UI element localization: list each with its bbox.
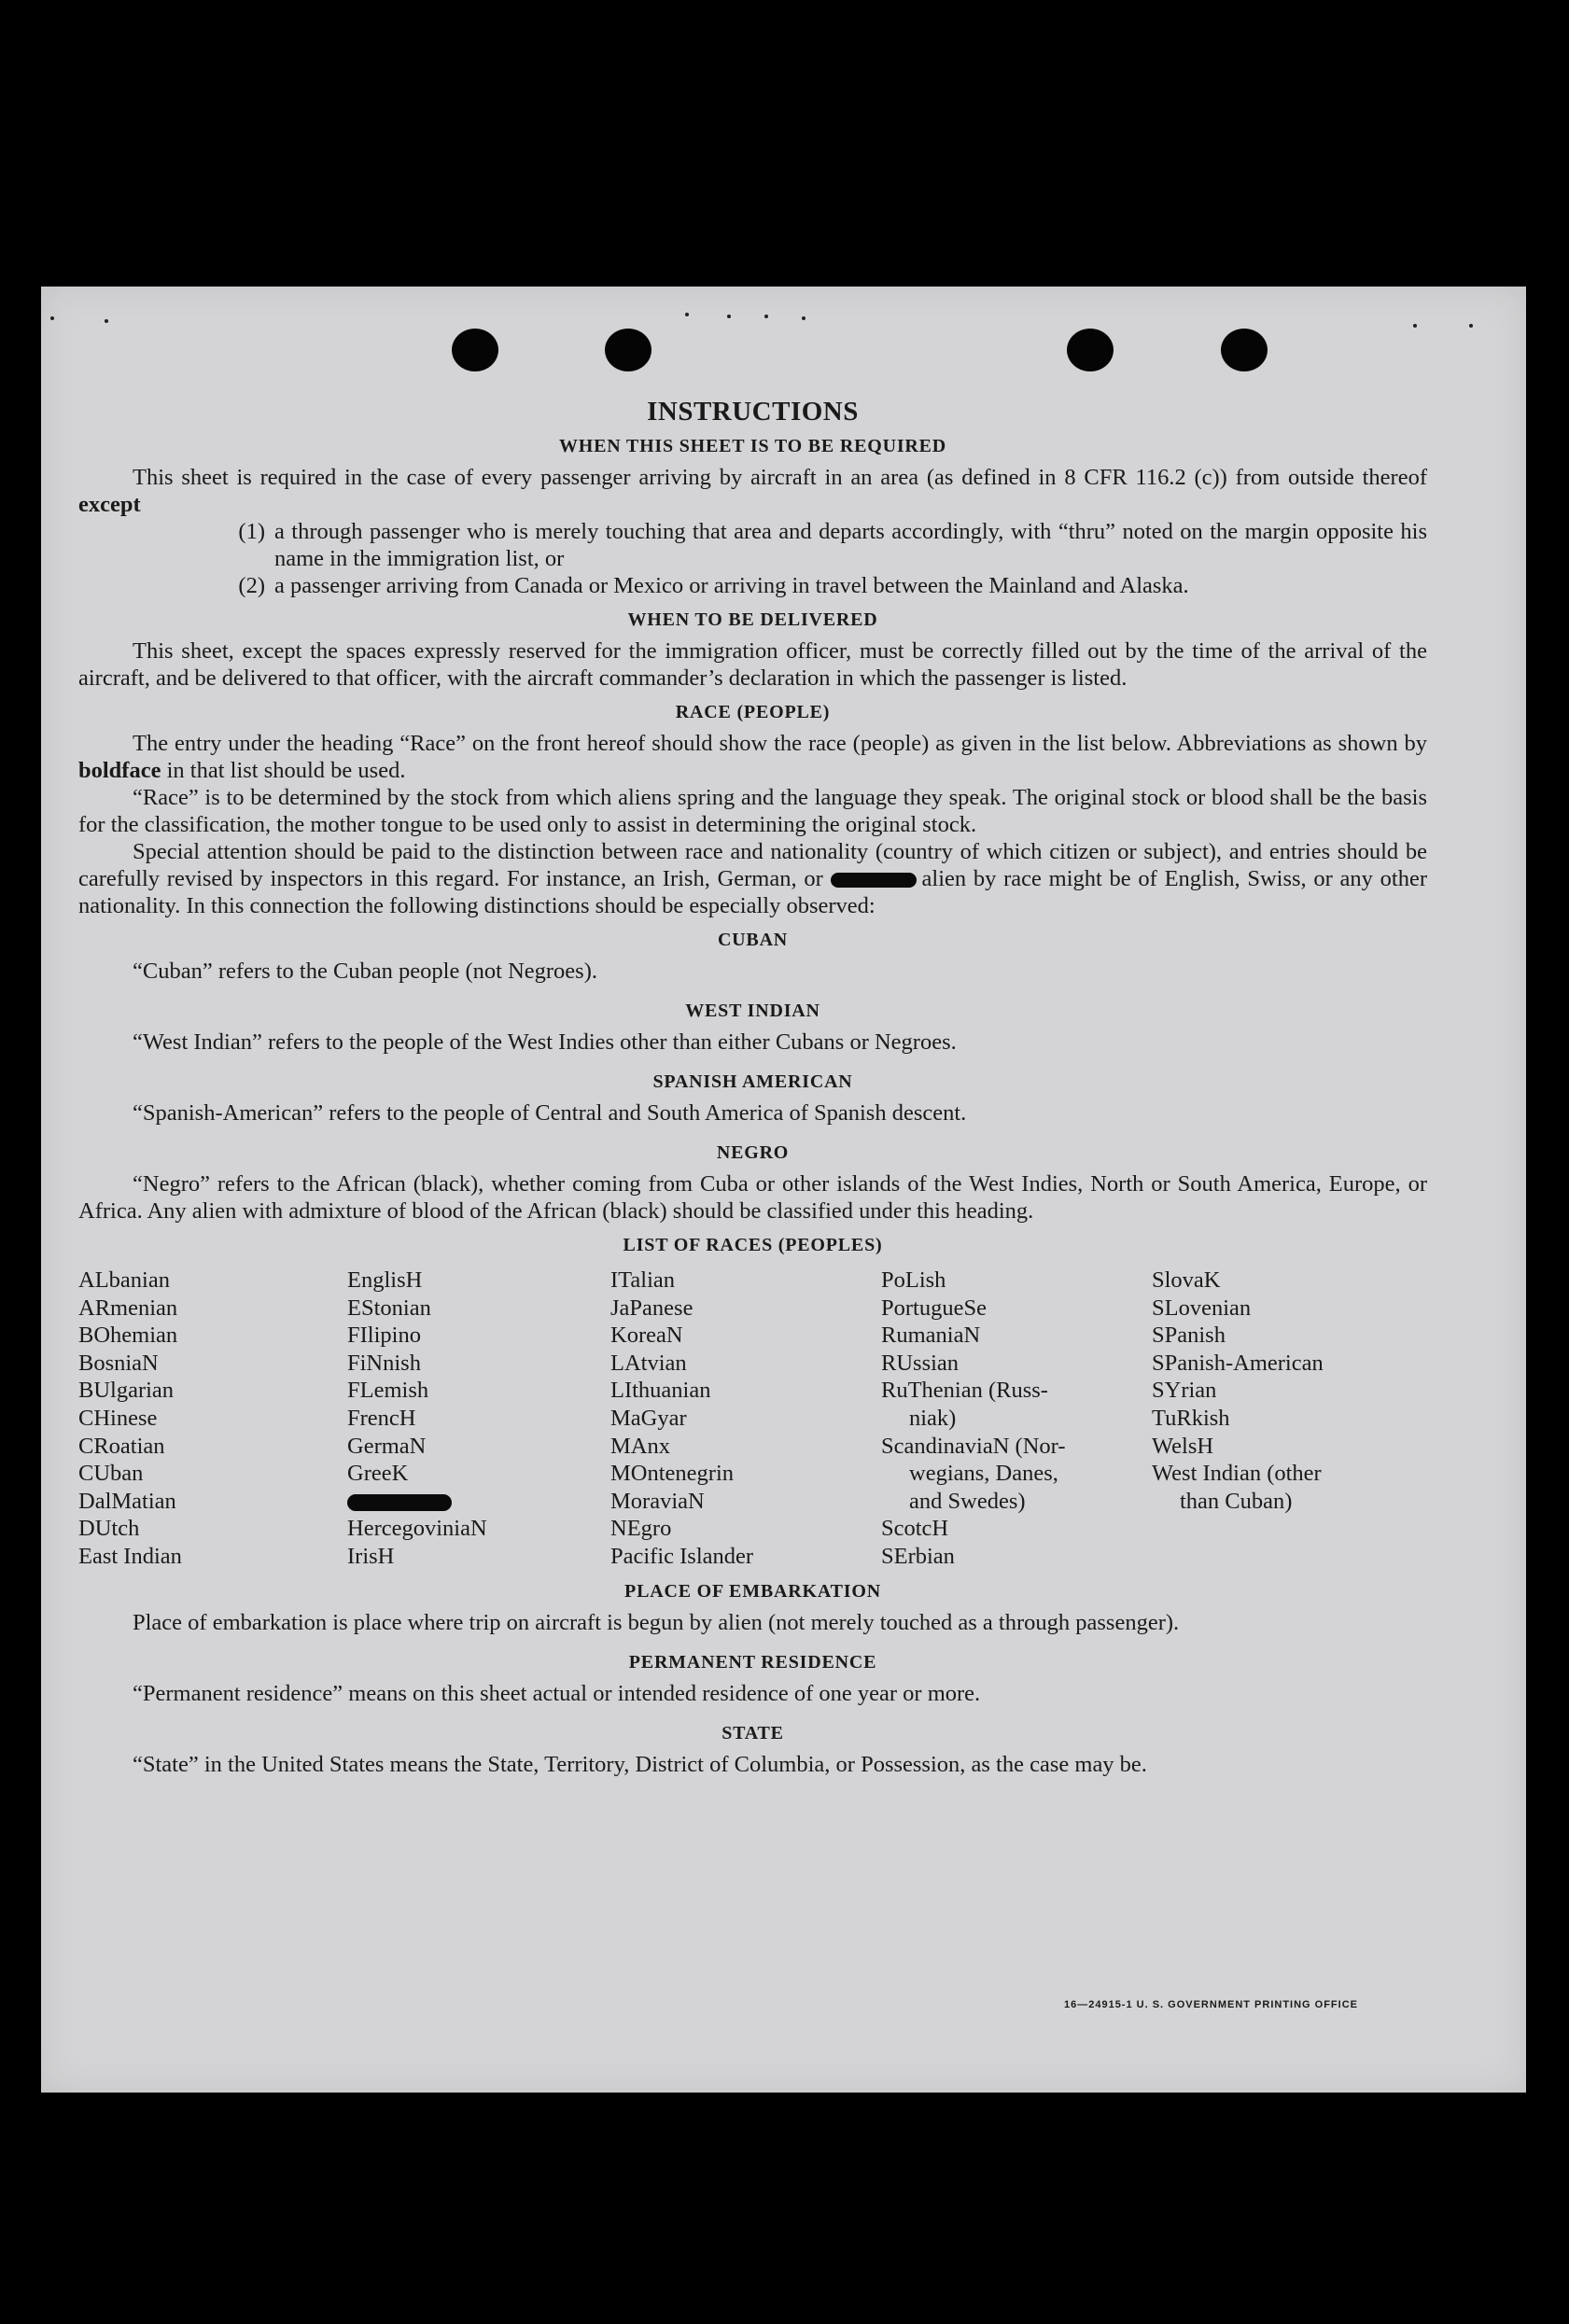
races-column-2 bbox=[347, 1267, 610, 1571]
race-entry: WelsH bbox=[1152, 1433, 1214, 1459]
race-entry: CRoatian bbox=[78, 1433, 165, 1459]
race-entry: EnglisH bbox=[347, 1267, 423, 1293]
required-intro: This sheet is required in the case of every passenger arriving by aircraft in an area (as defined in 8 CFR 116.2 (c)) from outside thereof except bbox=[78, 465, 1427, 517]
section-heading-list: LIST OF RACES (PEOPLES) bbox=[623, 1235, 883, 1255]
speck bbox=[727, 315, 731, 318]
race-entry: TuRkish bbox=[1152, 1405, 1230, 1431]
delivered-text: This sheet, except the spaces expressly reserved for the immigration officer, must be correctly filled out by the time of the arrival of the aircraft, and be delivered to that officer, with the aircraft commander’s declaration in which the passenger is listed. bbox=[78, 638, 1427, 691]
residence-text: “Permanent residence” means on this sheet actual or intended residence of one year or more. bbox=[133, 1680, 981, 1706]
race-paragraph-2: “Race” is to be determined by the stock from which aliens spring and the language they speak. The original stock or blood shall be the basis for the classification, the mother tongue to be used only to assist in determining the original stock. bbox=[78, 785, 1427, 837]
punch-hole bbox=[1221, 329, 1268, 371]
race-entry: BOhemian bbox=[78, 1323, 178, 1349]
race-entry: NEgro bbox=[610, 1516, 672, 1542]
redaction-mark bbox=[347, 1494, 452, 1511]
race-paragraph-1: The entry under the heading “Race” on the front hereof should show the race (people) as given in the list below. Abbreviations as shown by boldface in that list should be used. bbox=[78, 731, 1427, 783]
race-entry: ARmenian bbox=[78, 1295, 178, 1321]
speck bbox=[50, 316, 54, 320]
race-entry: MaGyar bbox=[610, 1405, 687, 1431]
speck bbox=[685, 313, 689, 316]
race-entry: CUban bbox=[78, 1461, 144, 1487]
state-text: “State” in the United States means the State, Territory, District of Columbia, or Possession, as the case may be. bbox=[133, 1751, 1147, 1777]
race-entry: SlovaK bbox=[1152, 1267, 1221, 1293]
section-heading-required: WHEN THIS SHEET IS TO BE REQUIRED bbox=[558, 436, 947, 456]
race-entry: Pacific Islander bbox=[610, 1543, 754, 1569]
races-column-3 bbox=[610, 1267, 881, 1571]
punch-hole bbox=[1067, 329, 1114, 371]
section-heading-west-indian: WEST INDIAN bbox=[685, 1001, 820, 1021]
race-entry-continued: wegians, Danes, bbox=[909, 1461, 1058, 1487]
race-entry: East Indian bbox=[78, 1543, 182, 1569]
race-entry: LAtvian bbox=[610, 1350, 687, 1376]
races-column-1 bbox=[78, 1267, 347, 1571]
race-entry: West Indian (other bbox=[1152, 1461, 1322, 1487]
race-entry-redacted bbox=[347, 1488, 610, 1516]
punch-hole bbox=[605, 329, 651, 371]
section-heading-delivered: WHEN TO BE DELIVERED bbox=[627, 609, 878, 630]
race-entry: SPanish-American bbox=[1152, 1350, 1324, 1376]
race-entry: SYrian bbox=[1152, 1378, 1217, 1404]
race-entry: SLovenian bbox=[1152, 1295, 1252, 1321]
race-entry: CHinese bbox=[78, 1405, 158, 1431]
race-entry: LIthuanian bbox=[610, 1378, 711, 1404]
race-entry: BUlgarian bbox=[78, 1378, 175, 1404]
printing-office-code: 16—24915-1 U. S. GOVERNMENT PRINTING OFFICE bbox=[1063, 1999, 1358, 2010]
race-entry: JaPanese bbox=[610, 1295, 693, 1321]
race-entry: FrencH bbox=[347, 1405, 416, 1431]
instructions-content bbox=[78, 399, 1427, 1778]
redaction-mark bbox=[831, 873, 917, 888]
race-paragraph-3: Special attention should be paid to the distinction between race and nationality (country of which citizen or subject), and entries should be carefully revised by inspectors in this regard. For instance, an Irish, German, or alien by race might be of English, Swiss, or any other nationality. In this connection the following distinctions should be especially observed: bbox=[78, 839, 1427, 918]
section-heading-negro: NEGRO bbox=[716, 1142, 790, 1163]
speck bbox=[1469, 324, 1473, 328]
section-heading-state: STATE bbox=[721, 1722, 784, 1743]
races-column-4 bbox=[881, 1267, 1152, 1571]
cuban-text: “Cuban” refers to the Cuban people (not Negroes). bbox=[133, 959, 597, 984]
race-entry-continued: and Swedes) bbox=[909, 1488, 1026, 1514]
race-entry: GreeK bbox=[347, 1461, 409, 1487]
exception-item-1: (1) a through passenger who is merely touching that area and departs accordingly, with “thru” noted on the margin opposite his name in the immigration list, or bbox=[238, 519, 1427, 571]
race-entry: MoraviaN bbox=[610, 1488, 705, 1514]
race-entry: PortugueSe bbox=[881, 1295, 987, 1321]
race-entry: IrisH bbox=[347, 1543, 395, 1569]
race-entry: MAnx bbox=[610, 1433, 670, 1459]
race-entry: KoreaN bbox=[610, 1323, 683, 1349]
section-heading-cuban: CUBAN bbox=[717, 930, 789, 950]
race-entry: SErbian bbox=[881, 1543, 955, 1569]
document-sheet bbox=[41, 287, 1526, 2093]
speck bbox=[1413, 324, 1417, 328]
race-entry: PoLish bbox=[881, 1267, 946, 1293]
race-entry: ALbanian bbox=[78, 1267, 170, 1293]
race-entry: EStonian bbox=[347, 1295, 431, 1321]
section-heading-embarkation: PLACE OF EMBARKATION bbox=[624, 1580, 881, 1602]
section-heading-residence: PERMANENT RESIDENCE bbox=[628, 1651, 877, 1673]
embarkation-text: Place of embarkation is place where trip on aircraft is begun by alien (not merely touched as a through passenger). bbox=[133, 1609, 1180, 1635]
race-entry: RumaniaN bbox=[881, 1323, 981, 1349]
race-entry: DUtch bbox=[78, 1516, 140, 1542]
spanish-american-text: “Spanish-American” refers to the people of Central and South America of Spanish descent. bbox=[133, 1100, 967, 1126]
speck bbox=[105, 319, 108, 323]
race-entry: ITalian bbox=[610, 1267, 676, 1293]
race-entry: BosniaN bbox=[78, 1350, 159, 1376]
race-entry: FLemish bbox=[347, 1378, 429, 1404]
section-heading-spanish-american: SPANISH AMERICAN bbox=[652, 1071, 853, 1092]
race-entry: DalMatian bbox=[78, 1488, 176, 1514]
race-entry-continued: niak) bbox=[909, 1405, 957, 1431]
races-column-5 bbox=[1152, 1267, 1422, 1571]
race-entry: GermaN bbox=[347, 1433, 427, 1459]
speck bbox=[764, 315, 768, 318]
race-entry: HercegoviniaN bbox=[347, 1516, 487, 1542]
negro-text: “Negro” refers to the African (black), whether coming from Cuba or other islands of the West Indies, North or South America, Europe, or Africa. Any alien with admixture of blood of the African (black) should be classified under this heading. bbox=[78, 1171, 1427, 1224]
speck bbox=[802, 316, 806, 320]
race-entry: RuThenian (Russ- bbox=[881, 1378, 1048, 1404]
race-entry: ScotcH bbox=[881, 1516, 949, 1542]
race-entry: ScandinaviaN (Nor- bbox=[881, 1433, 1066, 1459]
punch-hole bbox=[452, 329, 498, 371]
race-entry: SPanish bbox=[1152, 1323, 1226, 1349]
races-list bbox=[78, 1267, 1427, 1571]
page-title: INSTRUCTIONS bbox=[647, 397, 859, 427]
race-entry: FIlipino bbox=[347, 1323, 421, 1349]
exception-item-2: (2) a passenger arriving from Canada or Mexico or arriving in travel between the Mainland and Alaska. bbox=[238, 573, 1189, 598]
section-heading-race: RACE (PEOPLE) bbox=[675, 702, 831, 722]
race-entry-continued: than Cuban) bbox=[1180, 1488, 1293, 1514]
race-entry: FiNnish bbox=[347, 1350, 421, 1376]
race-entry: RUssian bbox=[881, 1350, 960, 1376]
race-entry: MOntenegrin bbox=[610, 1461, 734, 1487]
west-indian-text: “West Indian” refers to the people of the West Indies other than either Cubans or Negroes. bbox=[133, 1029, 957, 1055]
